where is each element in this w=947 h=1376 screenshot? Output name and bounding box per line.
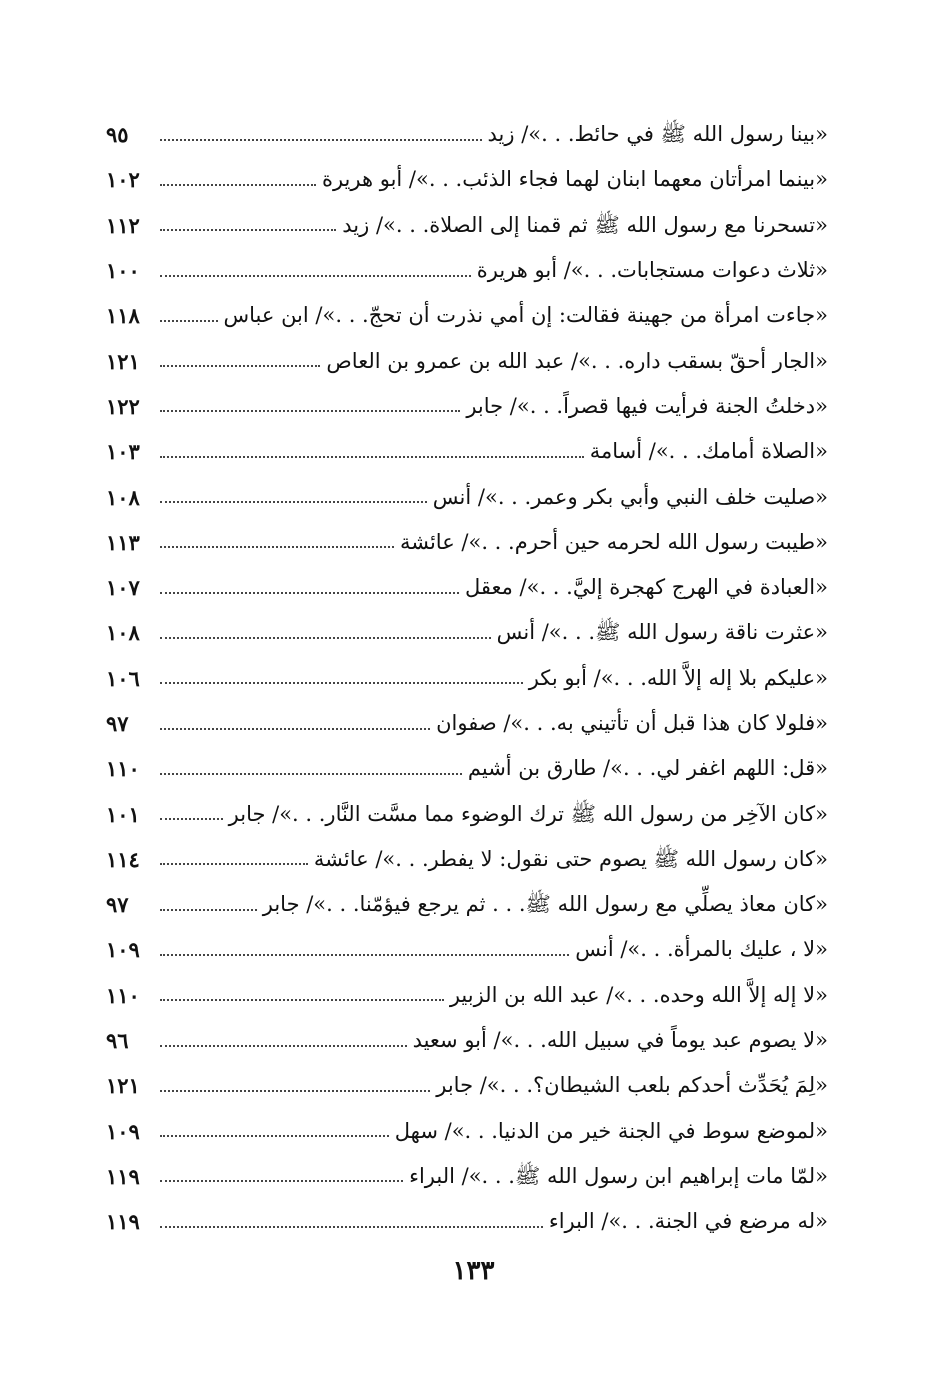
- index-entry: [106, 384, 828, 429]
- entry-text: «العبادة في الهرج كهجرة إليَّ. . .»/ معقل: [464, 575, 828, 600]
- dot-leader: [160, 1180, 403, 1182]
- dot-leader: [160, 275, 471, 277]
- entry-text: «لا ، عليك بالمرأة. . .»/ أنس: [575, 937, 828, 962]
- index-entry: [106, 1154, 828, 1199]
- dot-leader: [160, 637, 491, 639]
- dot-leader: [160, 1045, 407, 1047]
- entry-page-number: ١١٠: [106, 756, 140, 782]
- entry-text: «فلولا كان هذا قبل أن تأتيني به. . .»/ صفوان: [436, 711, 828, 735]
- page-number: ١٣٣: [452, 1256, 495, 1286]
- entry-text: «قل: اللهم اغفر لي. . .»/ طارق بن أشيم: [467, 756, 828, 781]
- entry-page-number: ١٠٩: [106, 1118, 140, 1144]
- dot-leader: [160, 456, 584, 458]
- entry-page-number: ٩٧: [106, 711, 129, 736]
- dot-leader: [160, 909, 257, 911]
- entry-page-number: ١١٩: [106, 1163, 140, 1189]
- index-entry: [106, 338, 828, 383]
- index-entry: [106, 157, 828, 202]
- entry-page-number: ١٠٨: [106, 484, 140, 510]
- dot-leader: [160, 1135, 389, 1137]
- hadith-index-list: [106, 112, 828, 1244]
- entry-text: «لموضع سوط في الجنة خير من الدنيا. . .»/ سهل: [394, 1118, 828, 1143]
- dot-leader: [160, 999, 444, 1001]
- entry-text: «عليكم بلا إله إلاَّ الله. . .»/ أبو بكر: [528, 665, 828, 690]
- index-entry: [106, 927, 828, 972]
- entry-text: «تسحرنا مع رسول الله ﷺ ثم قمنا إلى الصلاة. . .»/ زيد: [342, 212, 828, 237]
- index-entry: [106, 248, 828, 293]
- entry-text: «كان رسول الله ﷺ يصوم حتى نقول: لا يفطر. . .»/ عائشة: [313, 846, 828, 871]
- entry-page-number: ١٢١: [106, 1073, 140, 1099]
- entry-page-number: ١٠٠: [106, 258, 140, 284]
- index-entry: [106, 112, 828, 157]
- dot-leader: [160, 320, 218, 322]
- entry-page-number: ١٢٢: [106, 393, 140, 419]
- entry-text: «الصلاة أمامك. . .»/ أسامة: [589, 439, 828, 464]
- dot-leader: [160, 773, 462, 775]
- dot-leader: [160, 818, 223, 820]
- entry-text: «بينا رسول الله ﷺ في حائط. . .»/ زيد: [487, 122, 828, 147]
- entry-page-number: ١٠٧: [106, 575, 140, 601]
- entry-page-number: ١٠٨: [106, 620, 140, 646]
- entry-text: «كان معاذ يصلِّي مع رسول الله ﷺ. . . ثم يرجع فيؤمّنا. . .»/ جابر: [262, 892, 828, 917]
- dot-leader: [160, 184, 316, 186]
- dot-leader: [160, 1090, 430, 1092]
- entry-page-number: ١١٤: [106, 846, 140, 872]
- entry-text: «بينما امرأتان معهما ابنان لهما فجاء الذئب. . .»/ أبو هريرة: [321, 167, 828, 192]
- index-entry: [106, 203, 828, 248]
- dot-leader: [160, 229, 336, 231]
- dot-leader: [160, 954, 569, 956]
- entry-text: «له مرضع في الجنة. . .»/ البراء: [548, 1209, 828, 1234]
- entry-text: «لِمَ يُحَدِّث أحدكم بلعب الشيطان؟. . .»/ جابر: [436, 1073, 828, 1098]
- index-entry: [106, 656, 828, 701]
- index-entry: [106, 701, 828, 746]
- entry-page-number: ١٠٣: [106, 439, 140, 465]
- entry-page-number: ١١٩: [106, 1209, 140, 1235]
- dot-leader: [160, 139, 482, 141]
- entry-page-number: ١١٣: [106, 529, 140, 555]
- dot-leader: [160, 546, 394, 548]
- entry-text: «جاءت امرأة من جهينة فقالت: إن أمي نذرت أن تحجّ. . .»/ ابن عباس: [223, 303, 828, 328]
- dot-leader: [160, 682, 523, 684]
- index-entry: [106, 520, 828, 565]
- index-entry: [106, 610, 828, 655]
- entry-page-number: ١٢١: [106, 348, 140, 374]
- entry-text: «الجار أحقّ بسقب داره. . .»/ عبد الله بن عمرو بن العاص: [326, 348, 828, 373]
- entry-text: «لا يصوم عبد يوماً في سبيل الله. . .»/ أبو سعيد: [412, 1028, 828, 1053]
- dot-leader: [160, 410, 460, 412]
- dot-leader: [160, 728, 430, 730]
- entry-text: «طيبت رسول الله لحرمه حين أحرم. . .»/ عائشة: [399, 529, 828, 554]
- entry-page-number: ٩٥: [106, 122, 129, 148]
- index-entry: [106, 1109, 828, 1154]
- dot-leader: [160, 863, 308, 865]
- index-entry: [106, 1018, 828, 1063]
- index-entry: [106, 429, 828, 474]
- entry-text: «ثلاث دعوات مستجابات. . .»/ أبو هريرة: [476, 258, 828, 283]
- index-entry: [106, 746, 828, 791]
- index-entry: [106, 1199, 828, 1244]
- entry-page-number: ٩٦: [106, 1028, 129, 1054]
- index-entry: [106, 973, 828, 1018]
- entry-page-number: ١١٢: [106, 212, 140, 238]
- entry-page-number: ١٠٦: [106, 665, 140, 691]
- index-entry: [106, 791, 828, 836]
- entry-text: «لمّا مات إبراهيم ابن رسول الله ﷺ. . .»/ البراء: [409, 1163, 828, 1188]
- dot-leader: [160, 592, 459, 594]
- dot-leader: [160, 1226, 543, 1228]
- index-entry: [106, 882, 828, 927]
- index-entry: [106, 293, 828, 338]
- index-entry: [106, 837, 828, 882]
- index-entry: [106, 565, 828, 610]
- entry-page-number: ١١٠: [106, 982, 140, 1008]
- index-entry: [106, 474, 828, 519]
- entry-text: «لا إله إلاَّ الله وحده. . .»/ عبد الله بن الزبير: [449, 982, 828, 1007]
- entry-text: «صليت خلف النبي وأبي بكر وعمر. . .»/ أنس: [432, 484, 828, 509]
- entry-page-number: ٩٧: [106, 892, 129, 918]
- dot-leader: [160, 365, 320, 367]
- entry-text: «كان الآخِر من رسول الله ﷺ ترك الوضوء مما مسَّت النَّار. . .»/ جابر: [228, 801, 828, 826]
- entry-page-number: ١٠٩: [106, 937, 140, 963]
- index-entry: [106, 1063, 828, 1108]
- entry-text: «عثرت ناقة رسول الله ﷺ. . .»/ أنس: [496, 620, 828, 645]
- entry-page-number: ١٠٢: [106, 167, 140, 193]
- entry-page-number: ١١٨: [106, 303, 140, 329]
- entry-page-number: ١٠١: [106, 801, 140, 827]
- entry-text: «دخلتُ الجنة فرأيت فيها قصراً. . .»/ جابر: [466, 393, 828, 418]
- dot-leader: [160, 501, 427, 503]
